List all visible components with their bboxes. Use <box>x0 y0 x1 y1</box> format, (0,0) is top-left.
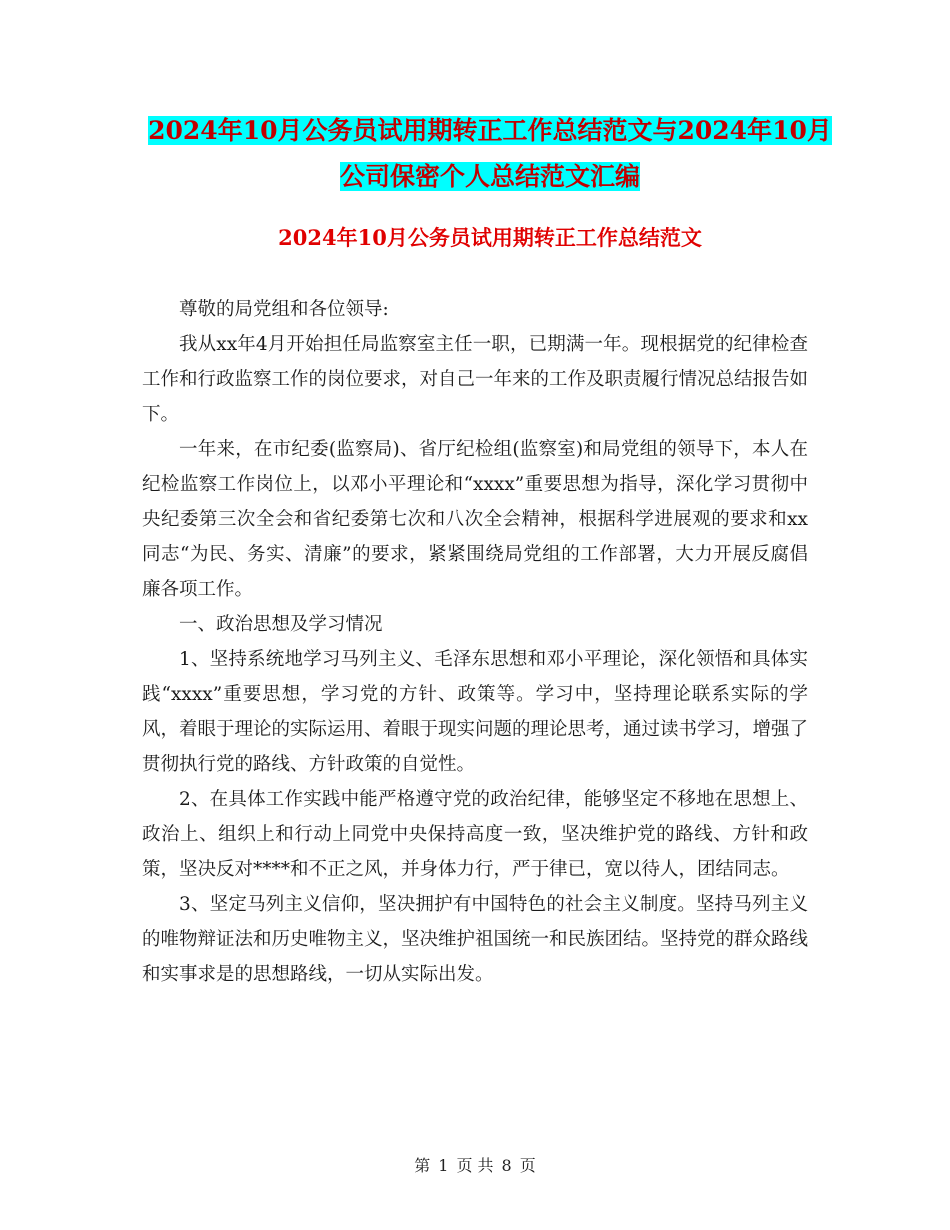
paragraph: 2、在具体工作实践中能严格遵守党的政治纪律，能够坚定不移地在思想上、政治上、组织上和行动上同党中央保持高度一致，坚决维护党的路线、方针和政策，坚决反对****和不正之风，并身体力行，严于律已，宽以待人，团结同志。 <box>142 789 808 880</box>
salutation: 尊敬的局党组和各位领导: <box>179 299 389 320</box>
section-title: 2024年10月公务员试用期转正工作总结范文 <box>278 225 702 250</box>
footer-prefix: 第 <box>414 1156 431 1175</box>
title-highlight: 2024年10月公务员试用期转正工作总结范文与2024年10月公司保密个人总结范文汇编 <box>148 116 832 191</box>
page-footer <box>0 1153 950 1176</box>
section-heading: 一、政治思想及学习情况 <box>179 614 383 635</box>
paragraph: 3、坚定马列主义信仰，坚决拥护有中国特色的社会主义制度。坚持马列主义的唯物辩证法和历史唯物主义，坚决维护祖国统一和民族团结。坚持党的群众路线和实事求是的思想路线，一切从实际出发。 <box>142 894 809 985</box>
document-title <box>140 108 840 200</box>
document-body <box>142 292 808 992</box>
footer-suffix: 页 <box>519 1156 536 1175</box>
paragraph: 一年来，在市纪委(监察局)、省厅纪检组(监察室)和局党组的领导下，本人在纪检监察工作岗位上，以邓小平理论和“xxxx”重要思想为指导，深化学习贯彻中央纪委第三次全会和省纪委第七次和八次全会精神，根据科学进展观的要求和xx同志“为民、务实、清廉”的要求，紧紧围绕局党组的工作部署，大力开展反腐倡廉各项工作。 <box>142 439 808 600</box>
paragraph: 我从xx年4月开始担任局监察室主任一职，已期满一年。现根据党的纪律检查工作和行政监察工作的岗位要求，对自己一年来的工作及职责履行情况总结报告如下。 <box>142 334 809 425</box>
paragraph: 1、坚持系统地学习马列主义、毛泽东思想和邓小平理论，深化领悟和具体实践“xxxx”重要思想，学习党的方针、政策等。学习中，坚持理论联系实际的学风，着眼于理论的实际运用、着眼于现实问题的理论思考，通过读书学习，增强了贯彻执行党的路线、方针政策的自觉性。 <box>142 649 809 775</box>
page-number: 1 <box>438 1156 449 1175</box>
footer-mid: 页 共 <box>456 1156 494 1175</box>
total-pages: 8 <box>501 1156 512 1175</box>
